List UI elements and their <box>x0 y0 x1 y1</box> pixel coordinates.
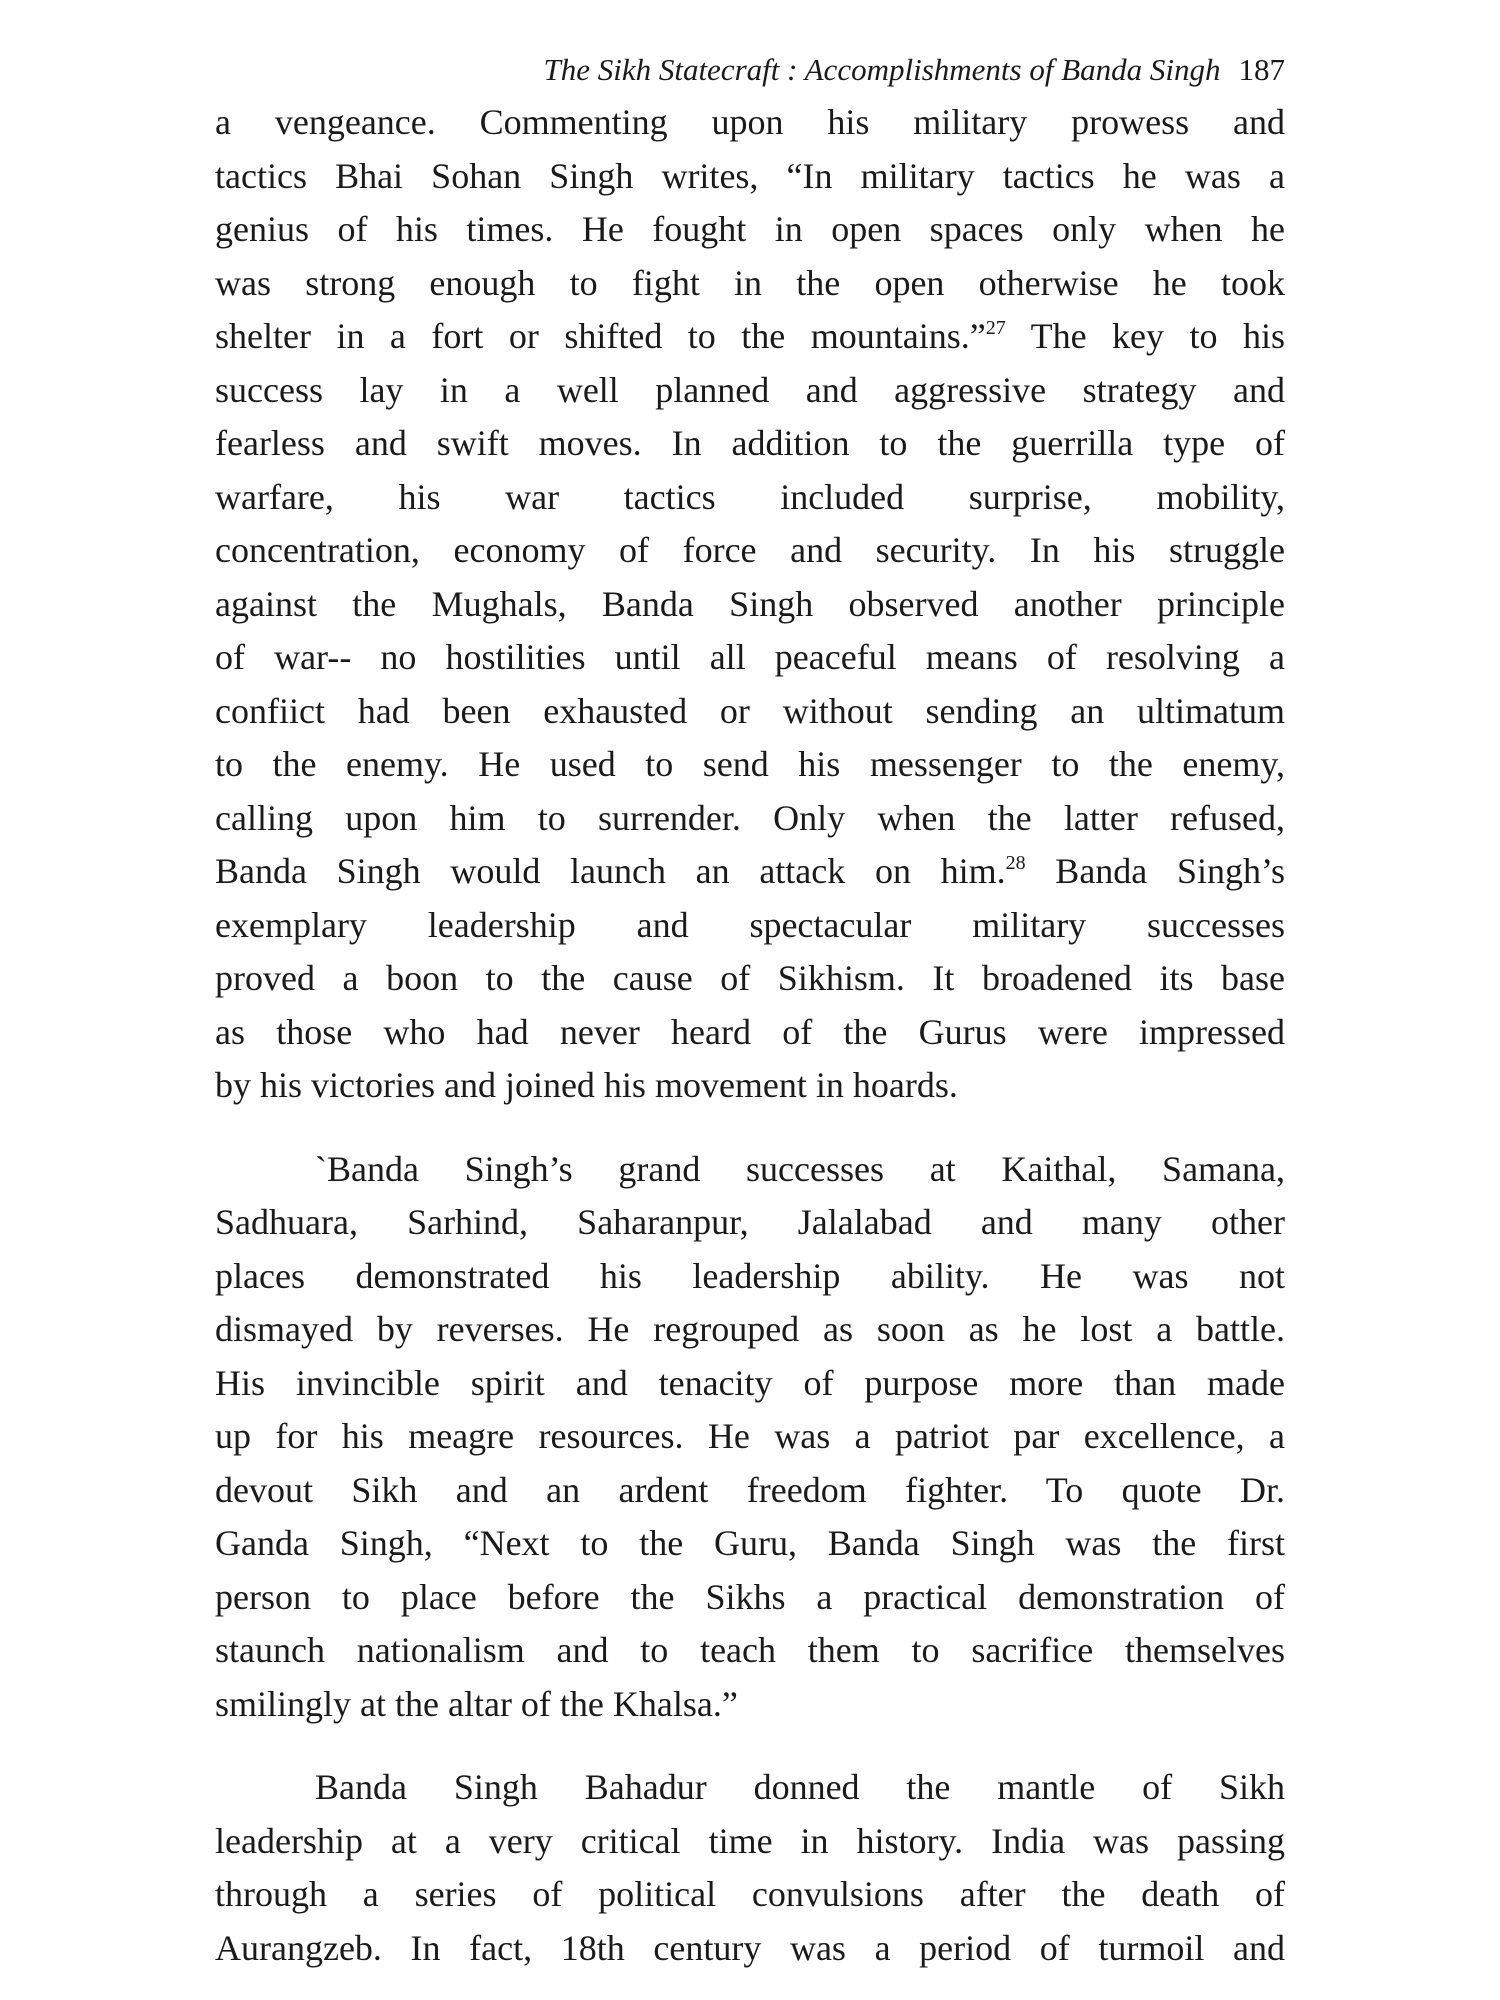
footnote-ref: 27 <box>985 317 1006 339</box>
text-line: places demonstrated his leadership ability. He was not <box>215 1255 1285 1296</box>
text-line: a vengeance. Commenting upon his military prowess and <box>215 102 1285 142</box>
text-line: against the Mughals, Banda Singh observed another principle <box>215 583 1285 624</box>
text-line: leadership at a very critical time in history. India was passing <box>215 1820 1285 1861</box>
footnote-ref: 28 <box>1005 852 1026 874</box>
paragraph-1 <box>215 96 1285 1113</box>
text-line <box>215 845 1285 899</box>
text-line: up for his meagre resources. He was a patriot par excellence, a <box>215 1416 1285 1456</box>
paragraph-gap <box>215 1731 1285 1761</box>
line-text: shelter in a fort or shifted to the mountains.” <box>215 316 986 356</box>
text-line: warfare, his war tactics included surprise, mobility, <box>215 476 1285 517</box>
paragraph-3 <box>215 1761 1285 1975</box>
text-line: fearless and swift moves. In addition to the guerrilla type of <box>215 423 1285 463</box>
text-line: Sadhuara, Sarhind, Saharanpur, Jalalabad and many other <box>215 1202 1285 1242</box>
text-line: confiict had been exhausted or without sending an ultimatum <box>215 690 1285 731</box>
text-line: person to place before the Sikhs a practical demonstration of <box>215 1576 1285 1617</box>
running-header <box>215 48 1285 92</box>
text-line: by his victories and joined his movement in hoards. <box>215 1065 958 1105</box>
text-line: Aurangzeb. In fact, 18th century was a period of turmoil and <box>215 1927 1285 1968</box>
text-line: was strong enough to fight in the open otherwise he took <box>215 262 1285 303</box>
paragraph-2 <box>215 1143 1285 1732</box>
text-line: proved a boon to the cause of Sikhism. It broadened its base <box>215 958 1285 998</box>
text-line: through a series of political convulsions after the death of <box>215 1874 1285 1914</box>
text-line: exemplary leadership and spectacular military successes <box>215 904 1285 945</box>
text-line: calling upon him to surrender. Only when the latter refused, <box>215 797 1285 838</box>
text-line: dismayed by reverses. He regrouped as soon as he lost a battle. <box>215 1309 1285 1349</box>
text-line: concentration, economy of force and security. In his struggle <box>215 530 1285 570</box>
text-line <box>215 310 1285 364</box>
book-page <box>215 48 1285 1975</box>
text-line: Ganda Singh, “Next to the Guru, Banda Singh was the first <box>215 1523 1285 1563</box>
text-line: to the enemy. He used to send his messenger to the enemy, <box>215 744 1285 784</box>
line-text: Banda Singh would launch an attack on him. <box>215 851 1006 891</box>
text-line: genius of his times. He fought in open spaces only when he <box>215 209 1285 249</box>
text-line: of war-- no hostilities until all peaceful means of resolving a <box>215 637 1285 677</box>
text-line: as those who had never heard of the Gurus were impressed <box>215 1011 1285 1052</box>
text-line: His invincible spirit and tenacity of purpose more than made <box>215 1362 1285 1403</box>
text-line: tactics Bhai Sohan Singh writes, “In military tactics he was a <box>215 155 1285 196</box>
line-text: The key to his <box>1005 316 1286 356</box>
text-line: Banda Singh Bahadur donned the mantle of Sikh <box>315 1767 1285 1807</box>
body-text <box>215 96 1285 1975</box>
paragraph-gap <box>215 1113 1285 1143</box>
text-line: devout Sikh and an ardent freedom fighter. To quote Dr. <box>215 1469 1285 1510</box>
line-text: Banda Singh’s <box>1025 851 1285 891</box>
running-title: The Sikh Statecraft : Accomplishments of Banda Singh <box>543 52 1221 87</box>
page-number: 187 <box>1238 52 1285 87</box>
text-line: success lay in a well planned and aggressive strategy and <box>215 369 1285 410</box>
text-line: smilingly at the altar of the Khalsa.” <box>215 1683 738 1724</box>
text-line: `Banda Singh’s grand successes at Kaithal, Samana, <box>315 1148 1285 1189</box>
text-line: staunch nationalism and to teach them to sacrifice themselves <box>215 1630 1285 1670</box>
